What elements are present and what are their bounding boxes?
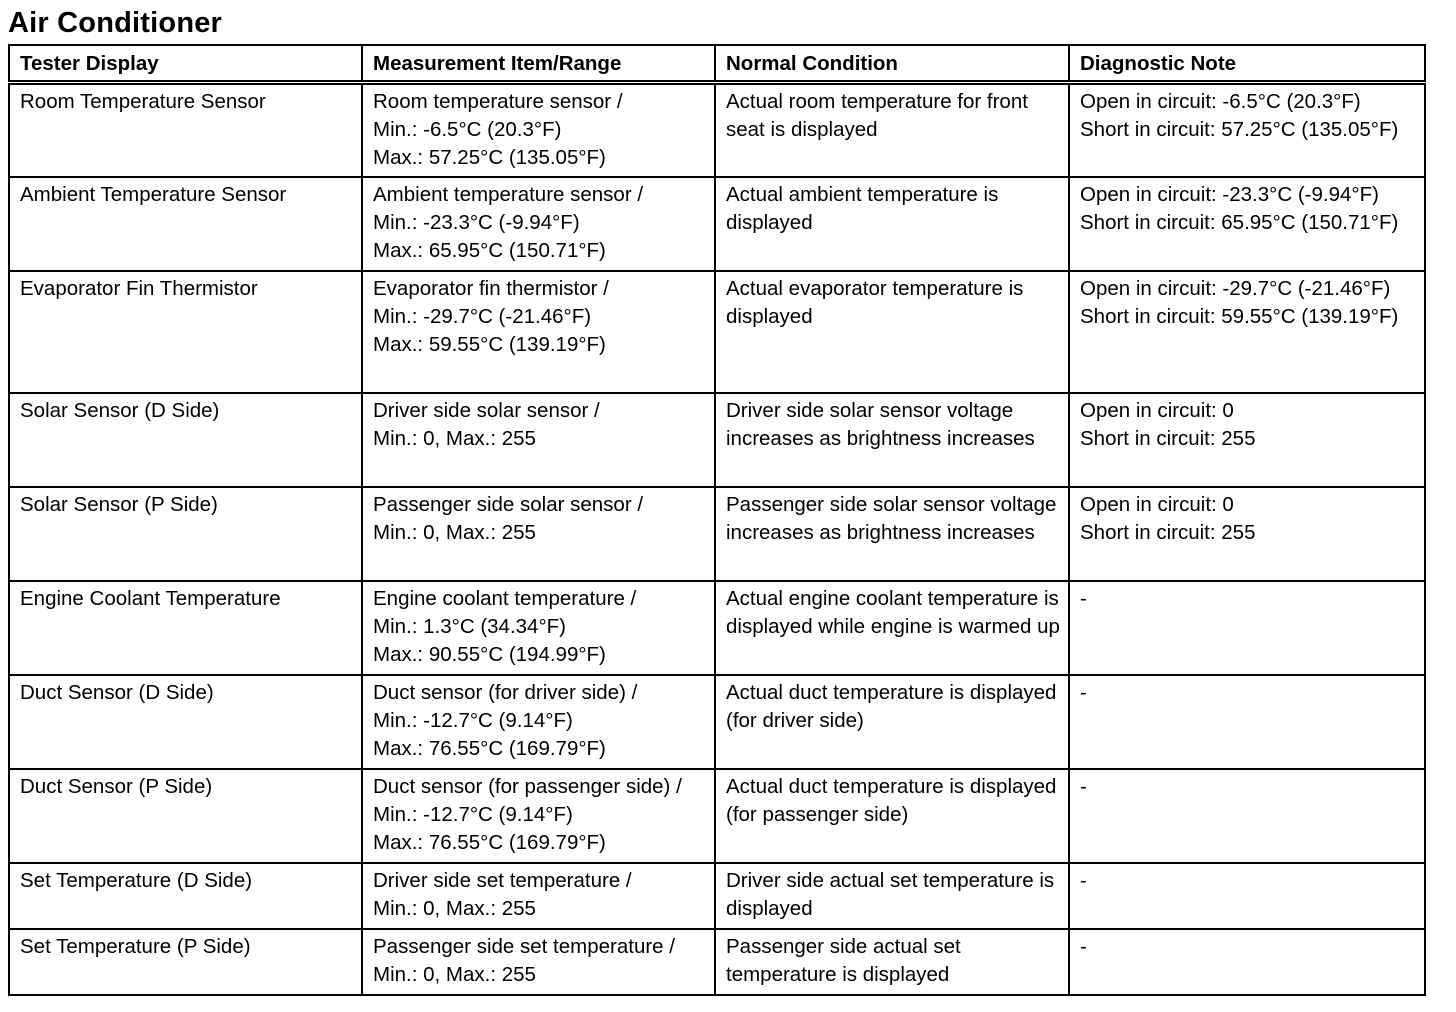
measurement-cell: Passenger side set temperature / Min.: 0, Max.: 255 [362,929,715,995]
table-row [9,675,1425,769]
page-title: Air Conditioner [8,7,223,39]
table-row [9,929,1425,995]
measurement-cell: Passenger side solar sensor / Min.: 0, Max.: 255 [362,487,715,581]
table-row [9,177,1425,271]
table-row [9,769,1425,863]
tester-display-cell: Solar Sensor (D Side) [9,393,362,487]
normal-condition-cell: Passenger side actual set temperature is displayed [715,929,1069,995]
column-header-tester-display: Tester Display [9,45,362,83]
diagnostic-note-cell: Open in circuit: -6.5°C (20.3°F) Short in circuit: 57.25°C (135.05°F) [1069,83,1425,177]
diagnostic-note-cell: Open in circuit: 0 Short in circuit: 255 [1069,393,1425,487]
column-header-normal-condition: Normal Condition [715,45,1069,83]
tester-display-cell: Duct Sensor (P Side) [9,769,362,863]
normal-condition-cell: Actual engine coolant temperature is displayed while engine is warmed up [715,581,1069,675]
measurement-cell: Duct sensor (for driver side) / Min.: -12.7°C (9.14°F) Max.: 76.55°C (169.79°F) [362,675,715,769]
table-row [9,271,1425,393]
column-header-diagnostic-note: Diagnostic Note [1069,45,1425,83]
table-row [9,393,1425,487]
measurement-cell: Driver side solar sensor / Min.: 0, Max.: 255 [362,393,715,487]
normal-condition-cell: Actual duct temperature is displayed (for driver side) [715,675,1069,769]
diagnostic-note-cell: - [1069,581,1425,675]
column-header-measurement-item: Measurement Item/Range [362,45,715,83]
diagnostic-note-cell: Open in circuit: 0 Short in circuit: 255 [1069,487,1425,581]
diagnostic-note-cell: Open in circuit: -29.7°C (-21.46°F) Short in circuit: 59.55°C (139.19°F) [1069,271,1425,393]
table-row [9,487,1425,581]
tester-display-cell: Duct Sensor (D Side) [9,675,362,769]
tester-display-cell: Set Temperature (D Side) [9,863,362,929]
diagnostic-table [8,44,1426,996]
diagnostic-note-cell: - [1069,769,1425,863]
diagnostic-note-cell: - [1069,929,1425,995]
tester-display-cell: Engine Coolant Temperature [9,581,362,675]
tester-display-cell: Solar Sensor (P Side) [9,487,362,581]
table-row [9,863,1425,929]
measurement-cell: Driver side set temperature / Min.: 0, Max.: 255 [362,863,715,929]
normal-condition-cell: Actual ambient temperature is displayed [715,177,1069,271]
measurement-cell: Duct sensor (for passenger side) / Min.: -12.7°C (9.14°F) Max.: 76.55°C (169.79°F) [362,769,715,863]
normal-condition-cell: Driver side actual set temperature is displayed [715,863,1069,929]
measurement-cell: Ambient temperature sensor / Min.: -23.3°C (-9.94°F) Max.: 65.95°C (150.71°F) [362,177,715,271]
diagnostic-note-cell: - [1069,863,1425,929]
table-row [9,83,1425,177]
diagnostic-note-cell: - [1069,675,1425,769]
tester-display-cell: Evaporator Fin Thermistor [9,271,362,393]
tester-display-cell: Room Temperature Sensor [9,83,362,177]
measurement-cell: Room temperature sensor / Min.: -6.5°C (20.3°F) Max.: 57.25°C (135.05°F) [362,83,715,177]
normal-condition-cell: Passenger side solar sensor voltage increases as brightness increases [715,487,1069,581]
normal-condition-cell: Actual duct temperature is displayed (for passenger side) [715,769,1069,863]
tester-display-cell: Set Temperature (P Side) [9,929,362,995]
table-row [9,581,1425,675]
diagnostic-note-cell: Open in circuit: -23.3°C (-9.94°F) Short in circuit: 65.95°C (150.71°F) [1069,177,1425,271]
table-header-row [9,45,1425,83]
normal-condition-cell: Actual evaporator temperature is displayed [715,271,1069,393]
tester-display-cell: Ambient Temperature Sensor [9,177,362,271]
normal-condition-cell: Actual room temperature for front seat is displayed [715,83,1069,177]
normal-condition-cell: Driver side solar sensor voltage increases as brightness increases [715,393,1069,487]
measurement-cell: Evaporator fin thermistor / Min.: -29.7°C (-21.46°F) Max.: 59.55°C (139.19°F) [362,271,715,393]
measurement-cell: Engine coolant temperature / Min.: 1.3°C (34.34°F) Max.: 90.55°C (194.99°F) [362,581,715,675]
